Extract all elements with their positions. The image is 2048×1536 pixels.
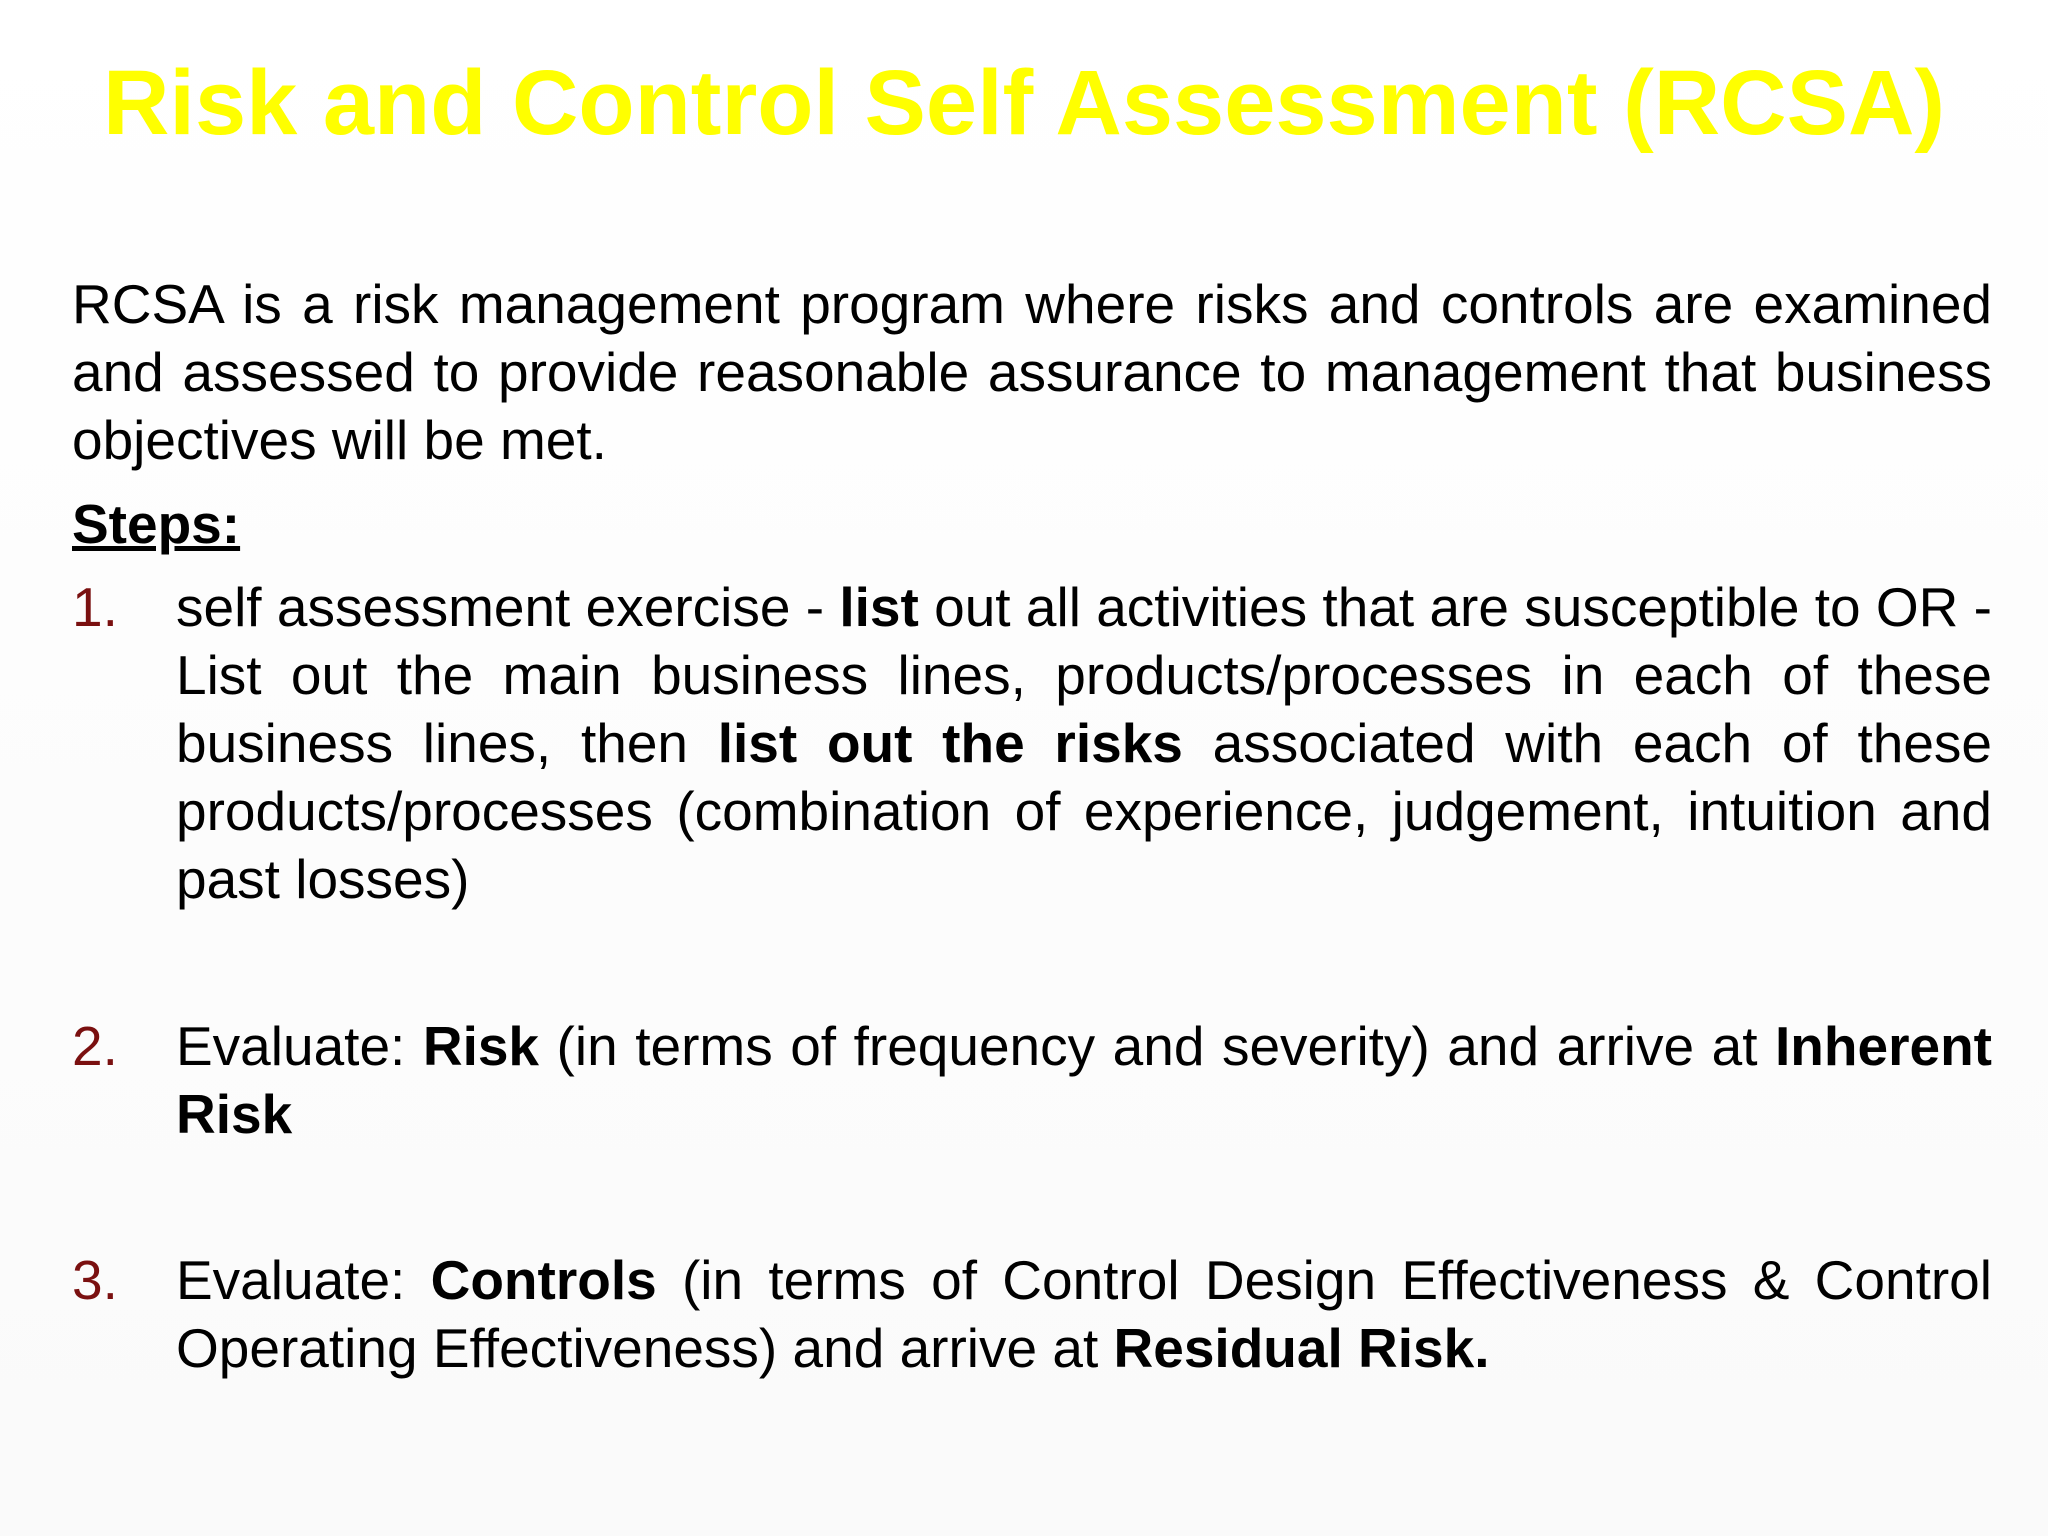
step-text-part: out all activities that are susceptible to OR - List out the main business lines, products/processes in each of these business lines, then <box>176 576 1992 774</box>
steps-heading: Steps: <box>72 493 241 555</box>
step-text-bold: Inherent Risk <box>176 1015 1992 1145</box>
step-text-part: Evaluate: <box>176 1015 423 1077</box>
intro-paragraph: RCSA is a risk management program where risks and controls are examined and assessed to provide reasonable assurance to management that business objectives will be met. <box>72 273 1992 471</box>
step-text-bold: Controls <box>430 1249 657 1311</box>
step-text <box>176 573 1992 913</box>
step-number: 3. <box>72 1249 118 1311</box>
step-text-part: associated with each of these products/processes (combination of experience, judgement, intuition and past losses) <box>176 712 1992 910</box>
step-text-bold: Residual Risk. <box>1113 1317 1490 1379</box>
step-number: 1. <box>72 576 118 638</box>
step-text-part: (in terms of Control Design Effectiveness & Control Operating Effectiveness) and arrive at <box>176 1249 1992 1379</box>
step-text-bold: list out the risks <box>717 712 1183 774</box>
step-text <box>176 1012 1992 1148</box>
step-2 <box>72 1012 1992 1148</box>
step-text-part: self assessment exercise - <box>176 576 840 638</box>
step-1 <box>72 573 1992 913</box>
step-text-bold: list <box>839 576 919 638</box>
step-3 <box>72 1246 1992 1382</box>
step-text <box>176 1246 1992 1382</box>
step-number: 2. <box>72 1015 118 1077</box>
step-text-bold: Risk <box>422 1015 540 1077</box>
slide-title: Risk and Control Self Assessment (RCSA) <box>102 52 1946 154</box>
step-text-part: (in terms of frequency and severity) and arrive at <box>539 1015 1776 1077</box>
step-text-part: Evaluate: <box>176 1249 431 1311</box>
